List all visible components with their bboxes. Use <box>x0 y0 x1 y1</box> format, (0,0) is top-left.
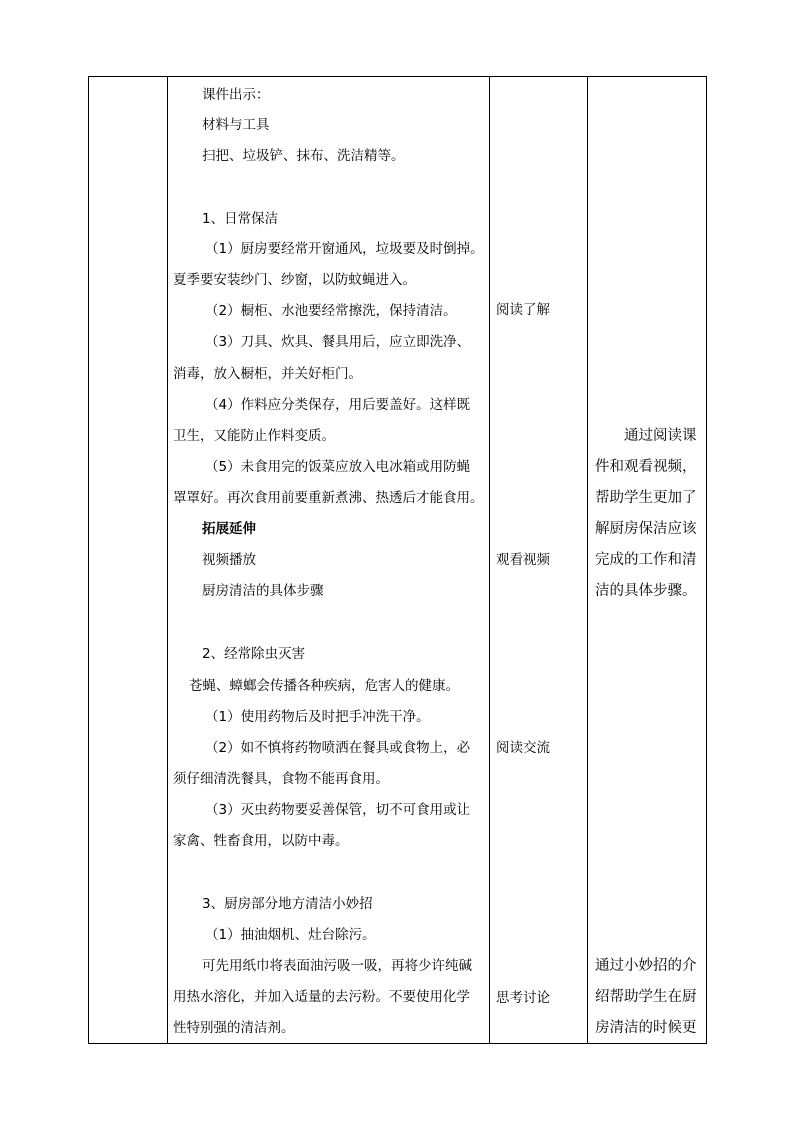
intent-line: 件和观看视频， <box>595 459 697 475</box>
content-line: （2）如不慎将药物喷洒在餐具或食物上，必 <box>205 740 471 756</box>
intent-line: 房清洁的时候更 <box>595 1020 697 1036</box>
content-line: 消毒，放入橱柜，并关好柜门。 <box>173 366 362 382</box>
content-line: （2）橱柜、水池要经常擦洗，保持清洁。 <box>205 303 457 319</box>
content-line: 须仔细清洗餐具，食物不能再食用。 <box>173 771 389 787</box>
section-heading: 1、日常保洁 <box>202 211 279 227</box>
content-line: （4）作料应分类保存，用后要盖好。这样既 <box>205 397 471 413</box>
content-line: （1）使用药物后及时把手冲洗干净。 <box>205 709 430 725</box>
column-divider-2 <box>489 77 490 1043</box>
content-line: （3）灭虫药物要妥善保管，切不可食用或让 <box>205 802 471 818</box>
content-line: 夏季要安装纱门、纱窗，以防蚊蝇进入。 <box>173 272 416 288</box>
extension-heading: 拓展延伸 <box>202 521 256 537</box>
content-line: 罩罩好。再次食用前要重新煮沸、热透后才能食用。 <box>173 490 484 506</box>
section-heading: 3、厨房部分地方清洁小妙招 <box>202 896 373 912</box>
content-line: 家禽、牲畜食用，以防中毒。 <box>173 833 349 849</box>
intent-line: 绍帮助学生在厨 <box>595 989 697 1005</box>
content-line: 用热水溶化，并加入适量的去污粉。不要使用化学 <box>173 989 470 1005</box>
content-line: 材料与工具 <box>202 117 270 133</box>
content-line: （3）刀具、炊具、餐具用后，应立即洗净、 <box>205 334 471 350</box>
column-divider-3 <box>587 77 588 1043</box>
activity-label: 思考讨论 <box>496 990 550 1006</box>
activity-label: 阅读了解 <box>496 302 550 318</box>
intent-line: 通过阅读课 <box>624 428 697 444</box>
content-line: 视频播放 <box>202 552 256 568</box>
intent-line: 帮助学生更加了 <box>595 490 697 506</box>
section-heading: 2、经常除虫灭害 <box>202 646 306 662</box>
intent-line: 通过小妙招的介 <box>595 958 697 974</box>
content-line: 厨房清洁的具体步骤 <box>202 583 324 599</box>
activity-label: 阅读交流 <box>496 740 550 756</box>
activity-label: 观看视频 <box>496 552 550 568</box>
content-line: 扫把、垃圾铲、抹布、洗洁精等。 <box>202 148 405 164</box>
content-line: 课件出示： <box>202 87 270 103</box>
content-line: （5）未食用完的饭菜应放入电冰箱或用防蝇 <box>205 459 471 475</box>
intent-line: 解厨房保洁应该 <box>595 521 697 537</box>
column-divider-1 <box>167 77 168 1043</box>
content-line: 卫生，又能防止作料变质。 <box>173 428 335 444</box>
content-line: 可先用纸巾将表面油污吸一吸，再将少许纯碱 <box>202 958 472 974</box>
intent-line: 洁的具体步骤。 <box>595 583 697 599</box>
intent-line: 完成的工作和清 <box>595 552 697 568</box>
content-line: （1）抽油烟机、灶台除污。 <box>205 927 376 943</box>
content-line: 性特别强的清洁剂。 <box>173 1020 295 1036</box>
content-line: （1）厨房要经常开窗通风，垃圾要及时倒掉。 <box>205 241 484 257</box>
content-line: 苍蝇、蟑螂会传播各种疾病，危害人的健康。 <box>189 678 459 694</box>
